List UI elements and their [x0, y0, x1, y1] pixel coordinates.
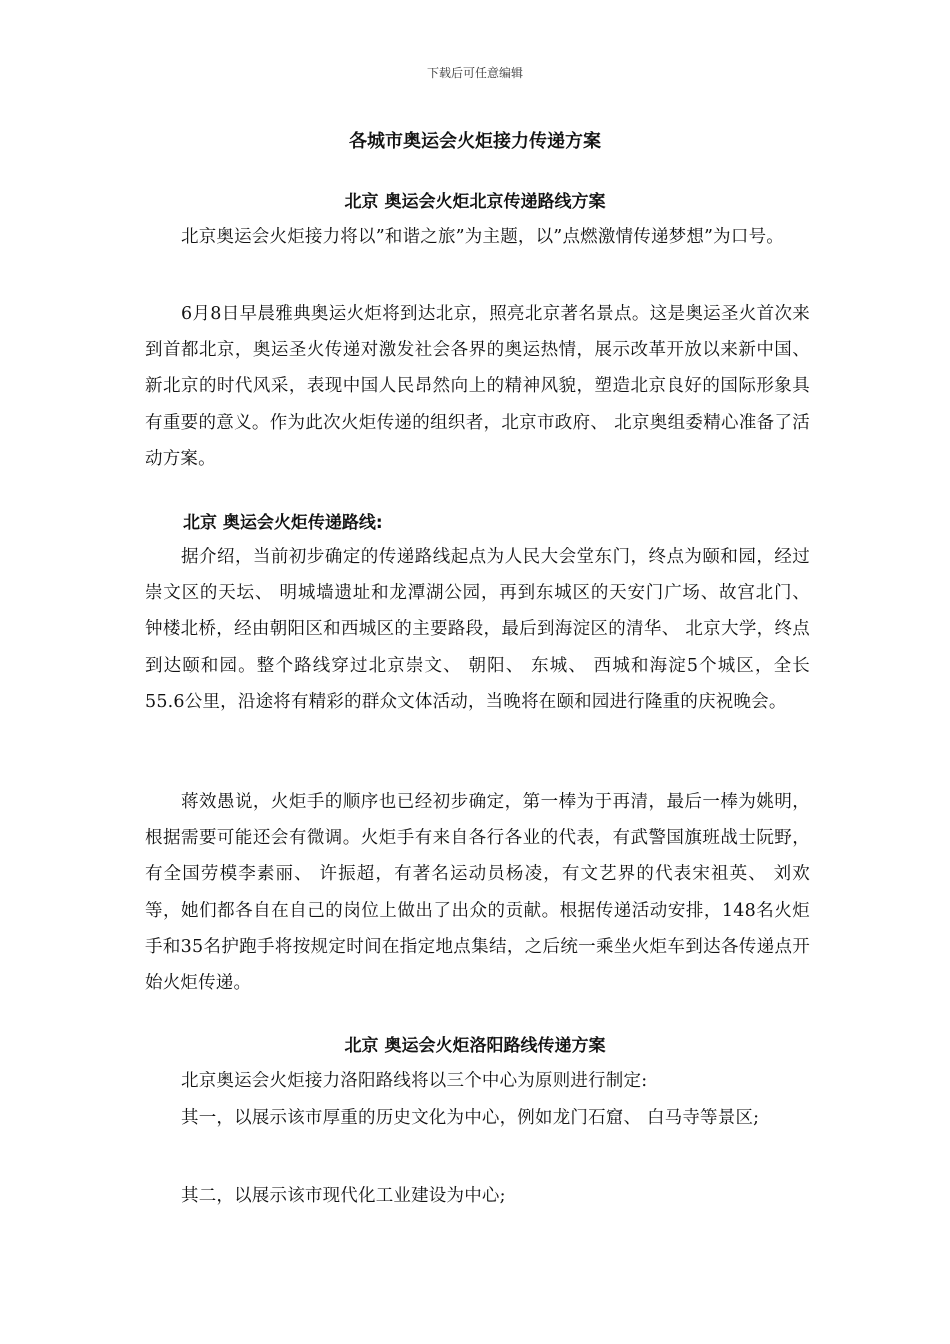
section-heading-beijing-route: 北京 奥运会火炬北京传递路线方案: [344, 192, 606, 212]
paragraph-torchbearers: 蒋效愚说，火炬手的顺序也已经初步确定，第一棒为于再清，最后一棒为姚明，根据需要可能还会有微调。火炬手有来自各行各业的代表，有武警国旗班战士阮野，有全国劳模李素丽、 许振超，有著名运动员杨凌，有文艺界的代表宋祖英、 刘欢等，她们都各自在自己的岗位上做出了出众的贡献。根据传递活动安排，148名火炬手和35名护跑手将按规定时间在指定地点集结，之后统一乘坐火炬车到达各传递点开始火炬传递。: [145, 792, 810, 994]
paragraph-theme: 北京奥运会火炬接力将以”和谐之旅”为主题，以”点燃激情传递梦想”为口号。: [181, 227, 784, 247]
paragraph-principle-two: 其二，以展示该市现代化工业建设为中心;: [181, 1186, 506, 1206]
paragraph-principle-one: 其一，以展示该市厚重的历史文化为中心，例如龙门石窟、 白马寺等景区;: [181, 1108, 760, 1128]
header-note: 下载后可任意编辑: [426, 66, 523, 80]
paragraph-route-details: 据介绍，当前初步确定的传递路线起点为人民大会堂东门，终点为颐和园，经过崇文区的天坛、 明城墙遗址和龙潭湖公园，再到东城区的天安门广场、故宫北门、 钟楼北桥，经由朝阳区和西城区的主要路段，最后到海淀区的清华、 北京大学，终点到达颐和园。整个路线穿过北京崇文、 朝阳、 东城、 西城和海淀5个城区，全长55.6公里，沿途将有精彩的群众文体活动，当晚将在颐和园进行隆重的庆祝晚会。: [145, 547, 810, 712]
document-title: 各城市奥运会火炬接力传递方案: [349, 131, 601, 152]
section-heading-luoyang-route: 北京 奥运会火炬洛阳路线传递方案: [344, 1036, 606, 1056]
subheading-route: 北京 奥运会火炬传递路线:: [183, 513, 383, 533]
paragraph-arrival: 6月8日早晨雅典奥运火炬将到达北京，照亮北京著名景点。这是奥运圣火首次来到首都北京，奥运圣火传递对激发社会各界的奥运热情，展示改革开放以来新中国、 新北京的时代风采，表现中国人民昂然向上的精神风貌，塑造北京良好的国际形象具有重要的意义。作为此次火炬传递的组织者，北京市政府、 北京奥组委精心准备了活动方案。: [145, 304, 810, 469]
paragraph-luoyang-intro: 北京奥运会火炬接力洛阳路线将以三个中心为原则进行制定:: [181, 1071, 648, 1091]
